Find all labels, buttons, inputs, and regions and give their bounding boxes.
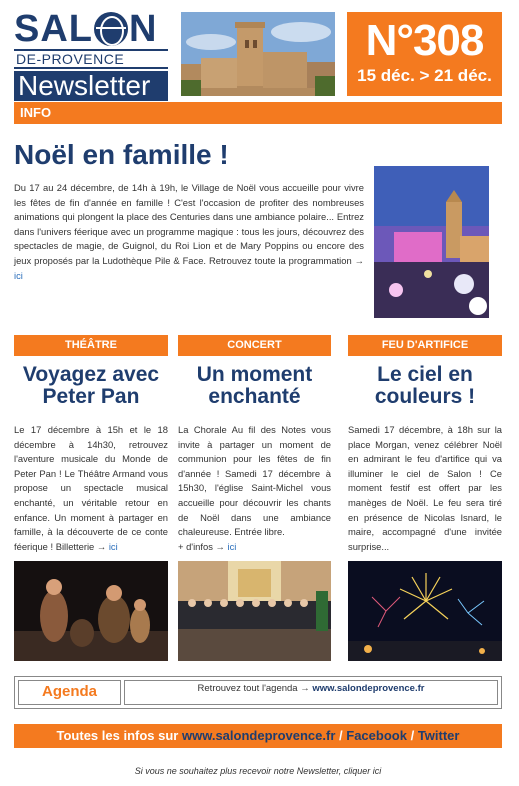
category-concert: CONCERT xyxy=(178,335,331,356)
category-fireworks: FEU D'ARTIFICE xyxy=(348,335,502,356)
category-theatre: THÉÂTRE xyxy=(14,335,168,356)
agenda-text: Retrouvez tout l'agenda → www.salondeprovence.fr xyxy=(124,680,498,705)
choir-illustration xyxy=(178,561,331,661)
issue-badge xyxy=(347,12,502,96)
peter-pan-photo xyxy=(14,561,168,661)
footer-links-bar: Toutes les infos sur www.salondeprovence.fr / Facebook / Twitter xyxy=(14,724,502,748)
fireworks-photo xyxy=(348,561,502,661)
agenda-site-link[interactable]: www.salondeprovence.fr xyxy=(312,683,425,694)
agenda-label: Agenda xyxy=(18,680,121,705)
footer-site-link[interactable]: www.salondeprovence.fr xyxy=(181,728,336,743)
header-photo-chateau xyxy=(181,12,335,96)
concert-title: Un moment enchanté xyxy=(196,363,313,408)
main-article-link[interactable]: ici xyxy=(14,269,23,281)
choir-photo xyxy=(178,561,331,661)
fireworks-body: Samedi 17 décembre, à 18h sur la place Morgan, venez célébrer Noël en admirant le feu d'artifice qui va illuminer le ciel de Salon ! Ce moment festif est offert par les manèges de Noël. Le feu sera tiré en présence de Nicolas Isnard, le maire, accompagné d'une invitée surprise... xyxy=(348,424,502,552)
main-article-body: Du 17 au 24 décembre, de 14h à 19h, le Village de Noël vous accueille pour vivre les fêtes de fin d'année en famille ! C'est l'occasion de profiter des nombreuses animations qui plongent la place des Centuries dans une ambiance polaire... Entrez dans l'univers féerique avec un programme magique : tous les jours, découvrez des spectacles de magie, de Guignol, du Roi Lion et de Mary Poppins ou encore des jeux proposés par la Ludothèque Pile & Face. Retrouvez toute la programmation → ici xyxy=(14,182,364,281)
chateau-illustration xyxy=(181,12,335,96)
fireworks-title: Le ciel en couleurs ! xyxy=(374,363,476,408)
theatre-title: Voyagez avec Peter Pan xyxy=(22,363,160,408)
concert-more-info: + d'infos → ici xyxy=(178,540,237,552)
main-article-title: Noël en famille ! xyxy=(14,139,229,170)
theatre-ticket-link[interactable]: ici xyxy=(108,540,118,552)
concert-body: La Chorale Au fil des Notes vous invite à partager un moment de communion pour les fêtes de fin d'année ! Samedi 17 décembre à 15h30, l'église Saint-Michel vous accueille pour découvrir les chants de Noël dans une ambiance chaleureuse. Entrée libre. + d'infos → ici xyxy=(178,423,331,554)
christmas-village-illustration xyxy=(374,166,489,318)
agenda-box xyxy=(14,676,502,709)
fireworks-illustration xyxy=(348,561,502,661)
footer-twitter-link[interactable]: Twitter xyxy=(417,728,460,743)
logo-salon: SAL N xyxy=(14,8,158,50)
logo-newsletter: Newsletter xyxy=(14,71,168,101)
section-bar-info: INFO xyxy=(14,102,502,124)
issue-dates: 15 déc. > 21 déc. xyxy=(357,66,492,85)
concert-info-link[interactable]: ici xyxy=(227,540,237,552)
newsletter-logo xyxy=(14,8,168,101)
unsubscribe-link[interactable]: Si vous ne souhaitez plus recevoir notre Newsletter, cliquer ici xyxy=(134,766,382,776)
footer-facebook-link[interactable]: Facebook xyxy=(346,728,407,743)
peter-pan-illustration xyxy=(14,561,168,661)
christmas-village-photo xyxy=(374,166,489,318)
theatre-body: Le 17 décembre à 15h et le 18 décembre à 14h30, retrouvez l'aventure musicale du Monde de Peter Pan ! Le Théâtre Armand vous propose un spectacle musical enchanté, un véritable retour en enfance. Un moment à partager en famille, à la découverte de ce conte féerique ! Billetterie → ici xyxy=(14,424,168,552)
issue-number: N°308 xyxy=(365,16,484,65)
logo-subtitle: DE-PROVENCE xyxy=(14,49,168,69)
globe-icon xyxy=(94,12,128,46)
